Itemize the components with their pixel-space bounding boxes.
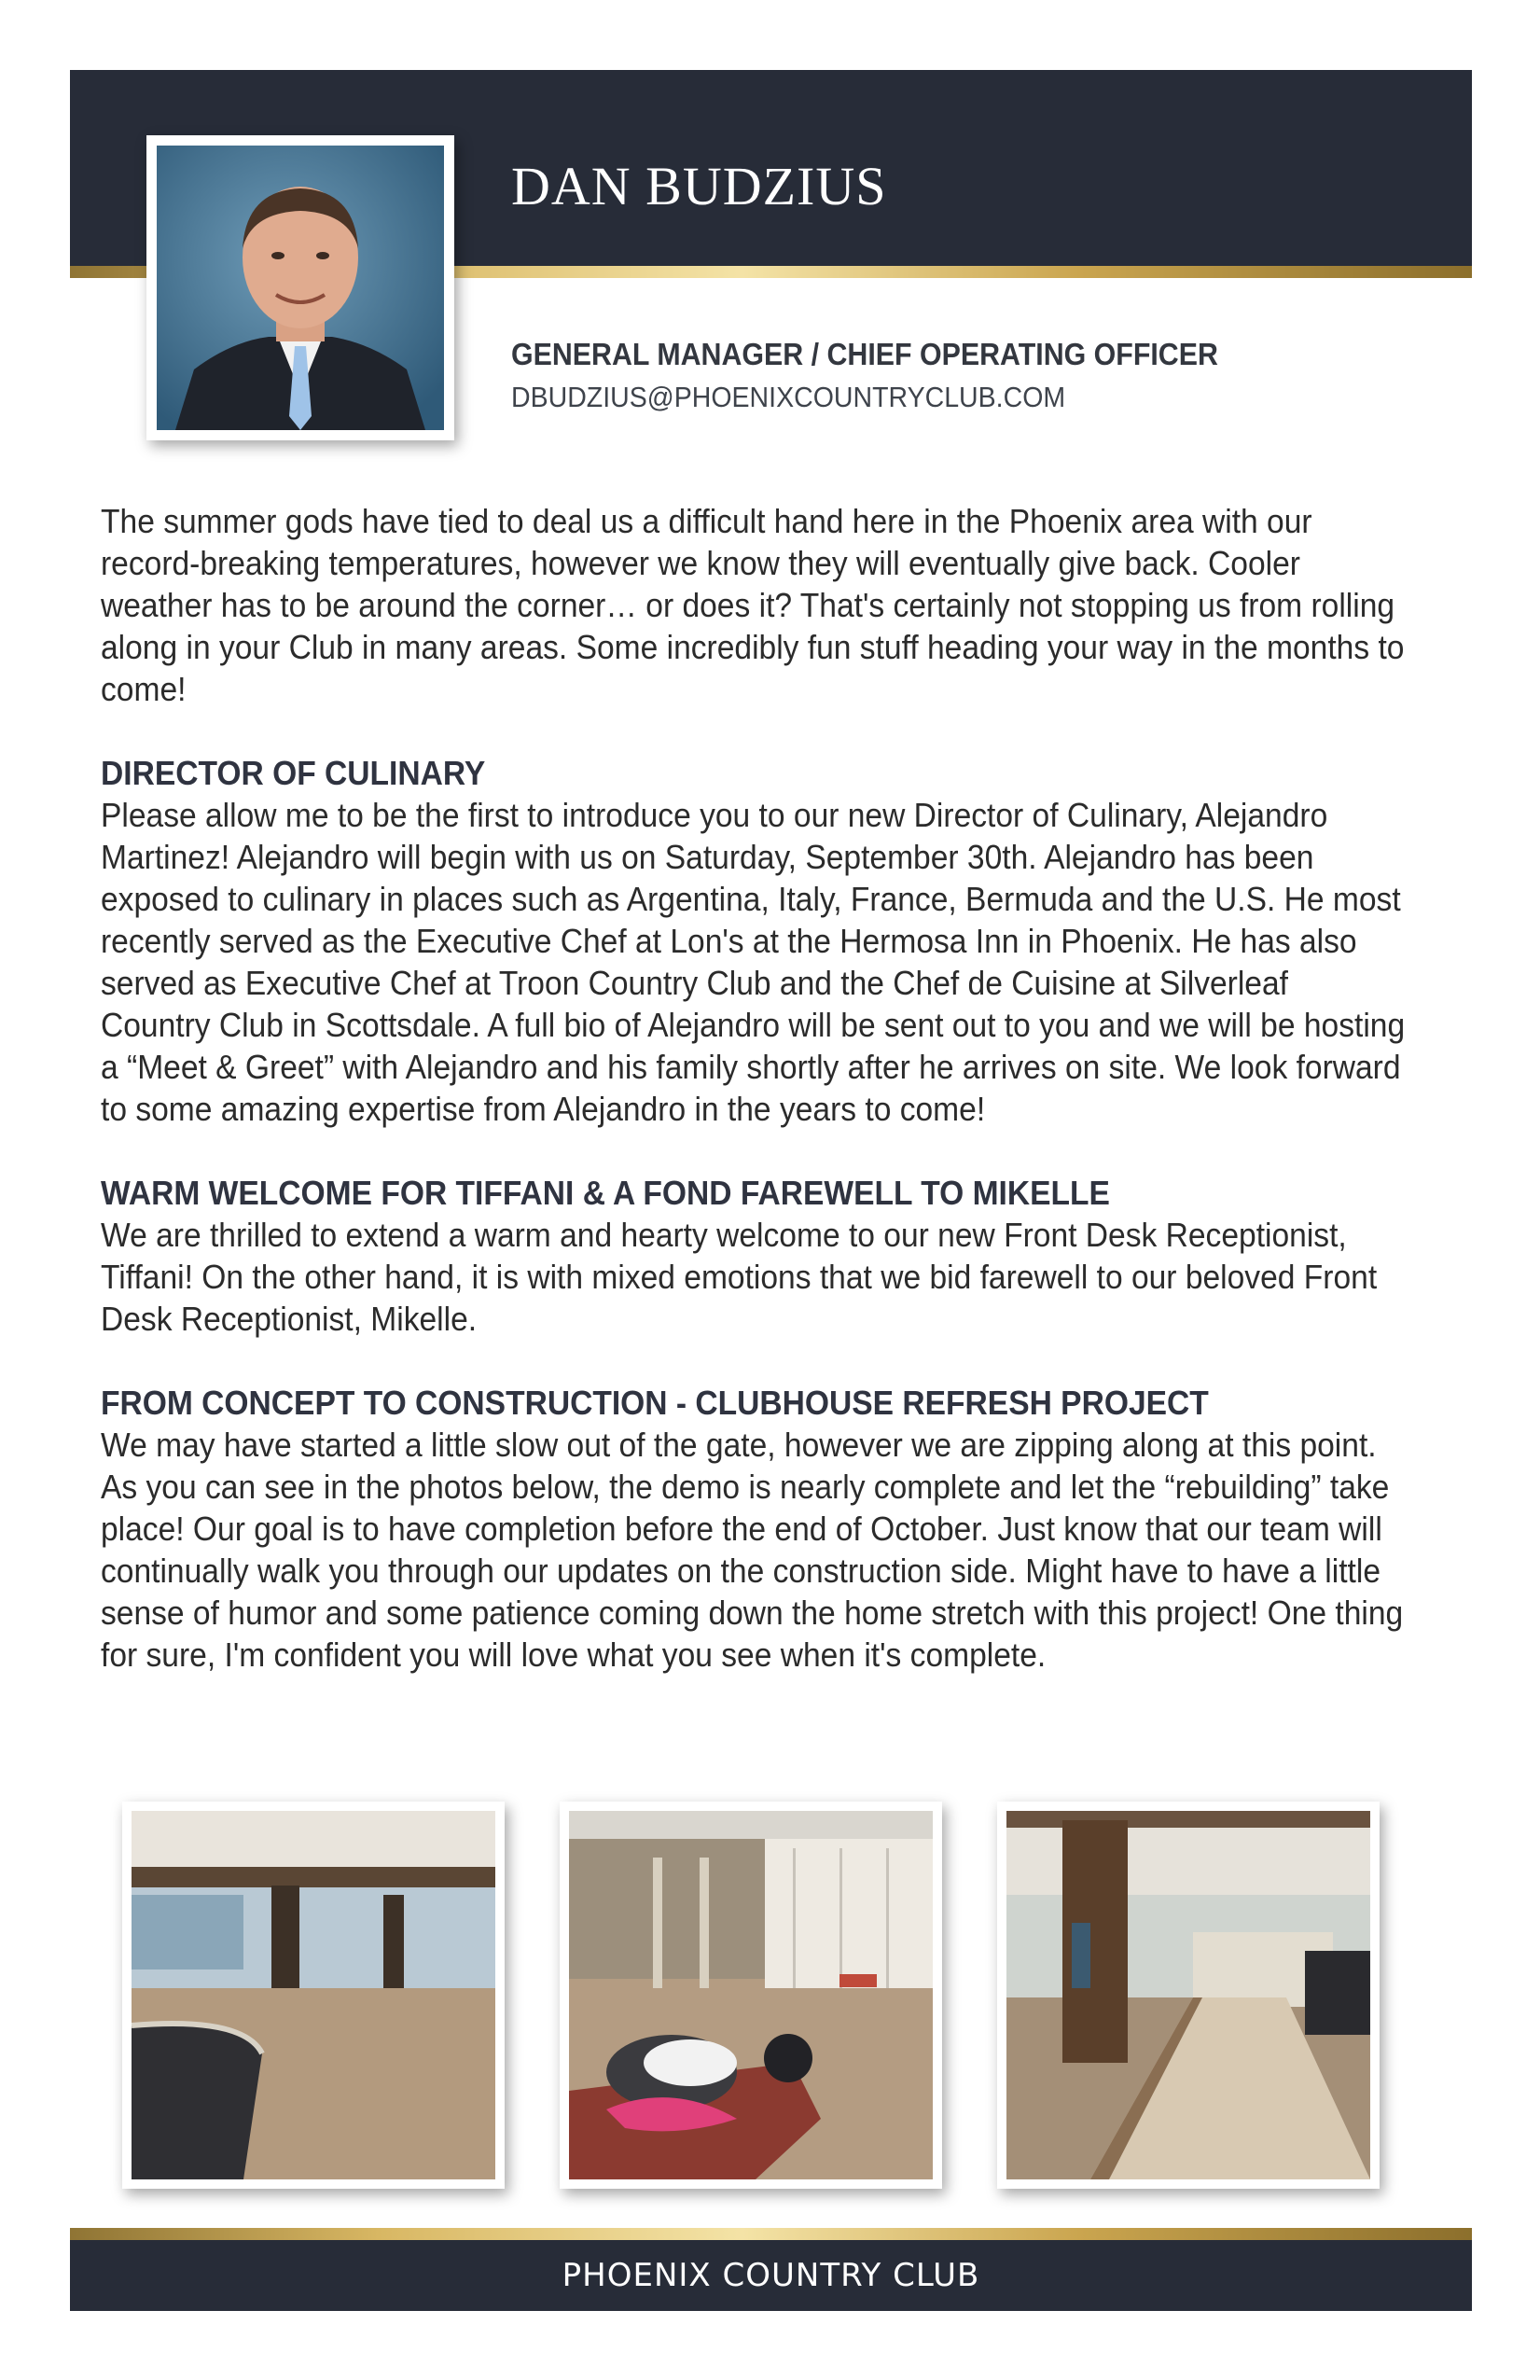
job-title: GENERAL MANAGER / CHIEF OPERATING OFFICER <box>511 337 1218 371</box>
section-culinary <box>101 752 1405 1130</box>
section-welcome <box>101 1172 1405 1340</box>
footer-club-name: PHOENIX COUNTRY CLUB <box>562 2257 980 2294</box>
email-link[interactable]: DBUDZIUS@PHOENIXCOUNTRYCLUB.COM <box>511 381 1066 413</box>
portrait-photo <box>146 135 454 440</box>
person-name: DAN BUDZIUS <box>511 156 887 216</box>
section-body: We are thrilled to extend a warm and hearty welcome to our new Front Desk Receptionist, Tiffani! On the other hand, it is with mixed emotions that we bid farewell to our beloved Front Desk Receptionist, Mikelle. <box>101 1216 1378 1338</box>
section-heading: FROM CONCEPT TO CONSTRUCTION - CLUBHOUSE REFRESH PROJECT <box>101 1384 1209 1422</box>
gold-divider-bottom <box>70 2228 1472 2240</box>
section-heading: DIRECTOR OF CULINARY <box>101 754 486 792</box>
footer-band <box>70 2240 1472 2311</box>
construction-photo-1 <box>122 1802 505 2189</box>
section-body: We may have started a little slow out of the gate, however we are zipping along at this point. As you can see in the photos below, the demo is nearly complete and let the “rebuilding” take place! Our goal is to have completion before the end of October. Just know that our team will continually walk you through our updates on the construction side. Might have to have a little sense of humor and some patience coming down the home stretch with this project! One thing for sure, I'm confident you will love what you see when it's complete. <box>101 1426 1404 1674</box>
construction-photo-3 <box>997 1802 1380 2189</box>
section-construction <box>101 1382 1405 1676</box>
section-body: Please allow me to be the first to introduce you to our new Director of Culinary, Alejandro Martinez! Alejandro will begin with us on Saturday, September 30th. Alejandro has been exposed to culinary in places such as Argentina, Italy, France, Bermuda and the U.S. He most recently served as the Executive Chef at Lon's at the Hermosa Inn in Phoenix. He has also served as Executive Chef at Troon Country Club and the Chef de Cuisine at Silverleaf Country Club in Scottsdale. A full bio of Alejandro will be sent out to you and we will be hosting a “Meet & Greet” with Alejandro and his family shortly after he arrives on site. We look forward to some amazing expertise from Alejandro in the years to come! <box>101 796 1406 1128</box>
construction-photo-2 <box>560 1802 942 2189</box>
letter-body <box>101 500 1405 1718</box>
section-heading: WARM WELCOME FOR TIFFANI & A FOND FAREWELL TO MIKELLE <box>101 1174 1110 1212</box>
intro-paragraph: The summer gods have tied to deal us a difficult hand here in the Phoenix area with our record-breaking temperatures, however we know they will eventually give back. Cooler weather has to be around the corner… or does it? That's certainly not stopping us from rolling along in your Club in many areas. Some incredibly fun stuff heading your way in the months to come! <box>101 502 1405 708</box>
